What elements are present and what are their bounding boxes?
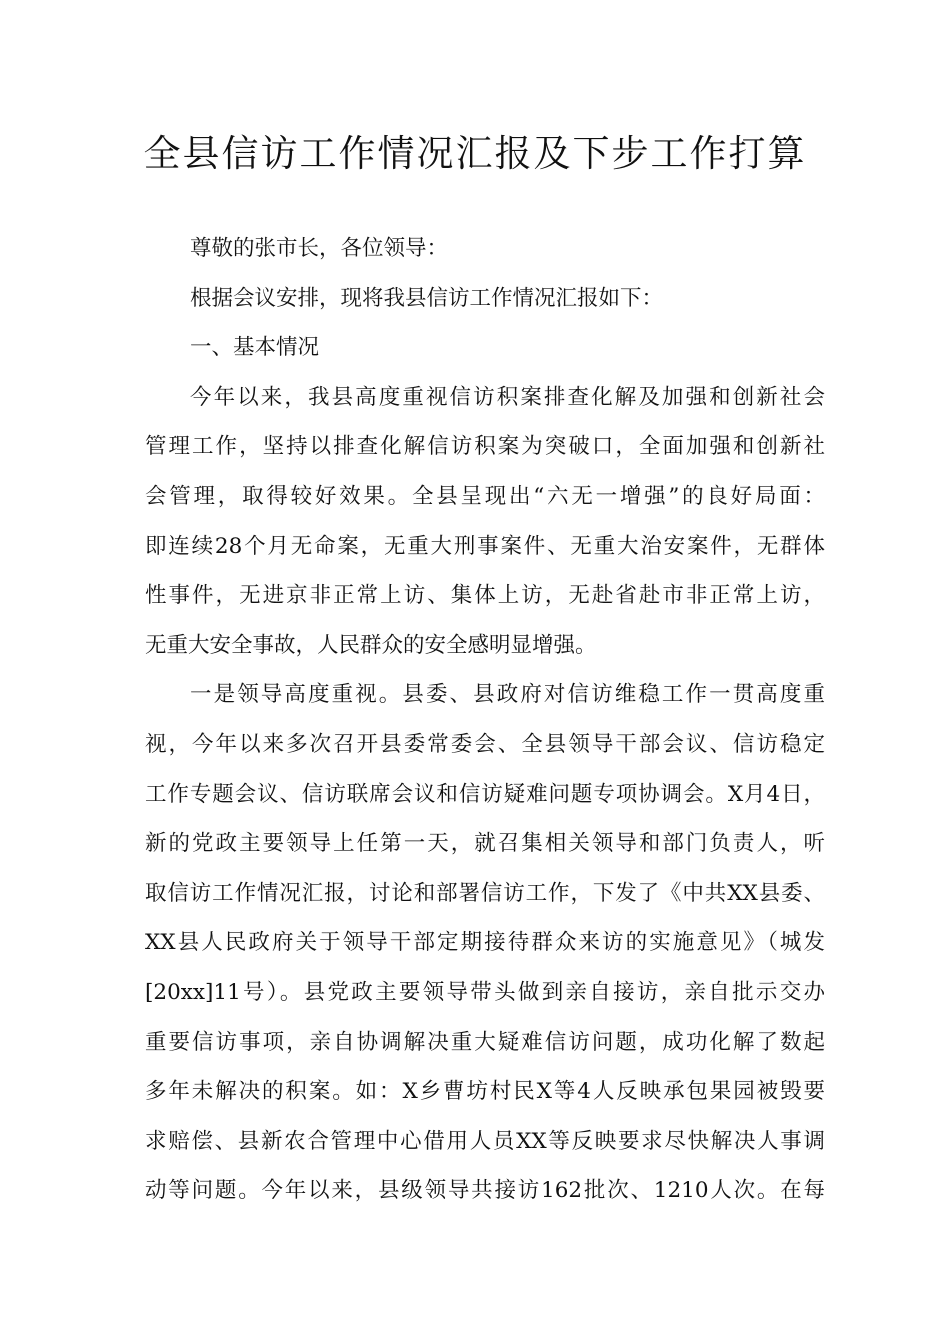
text-line: 多年未解决的积案。如：X乡曹坊村民X等4人反映承包果园被毁要	[145, 1079, 825, 1105]
text-line: 根据会议安排，现将我县信访工作情况汇报如下：	[190, 285, 664, 311]
text-line: 尊敬的张市长，各位领导：	[190, 236, 449, 261]
text-line: 一、基本情况	[190, 335, 320, 361]
text-line: 今年以来，我县高度重视信访积案排查化解及加强和创新社会	[190, 384, 825, 410]
text-line: [20xx]11号）。县党政主要领导带头做到亲自接访，亲自批示交办	[145, 979, 825, 1005]
text-line: 管理工作，坚持以排查化解信访积案为突破口，全面加强和创新社	[145, 434, 825, 460]
document-title: 全县信访工作情况汇报及下步工作打算	[143, 132, 807, 175]
text-line: 求赔偿、县新农合管理中心借用人员XX等反映要求尽快解决人事调	[145, 1128, 825, 1154]
text-line: 动等问题。今年以来，县级领导共接访162批次、1210人次。在每	[145, 1178, 825, 1204]
document-body	[145, 224, 825, 1216]
text-line: XX县人民政府关于领导干部定期接待群众来访的实施意见》（城发	[145, 930, 825, 956]
text-line: 视，今年以来多次召开县委常委会、全县领导干部会议、信访稳定	[145, 731, 825, 757]
text-line: 性事件，无进京非正常上访、集体上访，无赴省赴市非正常上访，	[145, 583, 825, 609]
text-line: 无重大安全事故，人民群众的安全感明显增强。	[145, 632, 597, 658]
text-line: 会管理，取得较好效果。全县呈现出“六无一增强”的良好局面：	[145, 483, 825, 509]
text-line: 取信访工作情况汇报，讨论和部署信访工作，下发了《中共XX县委、	[145, 880, 825, 906]
text-line: 即连续28个月无命案，无重大刑事案件、无重大治安案件，无群体	[145, 533, 825, 559]
text-line: 新的党政主要领导上任第一天，就召集相关领导和部门负责人，听	[145, 831, 825, 857]
text-line: 一是领导高度重视。县委、县政府对信访维稳工作一贯高度重	[190, 682, 825, 708]
text-line: 工作专题会议、信访联席会议和信访疑难问题专项协调会。X月4日，	[145, 781, 825, 807]
text-line: 重要信访事项，亲自协调解决重大疑难信访问题，成功化解了数起	[145, 1029, 825, 1055]
